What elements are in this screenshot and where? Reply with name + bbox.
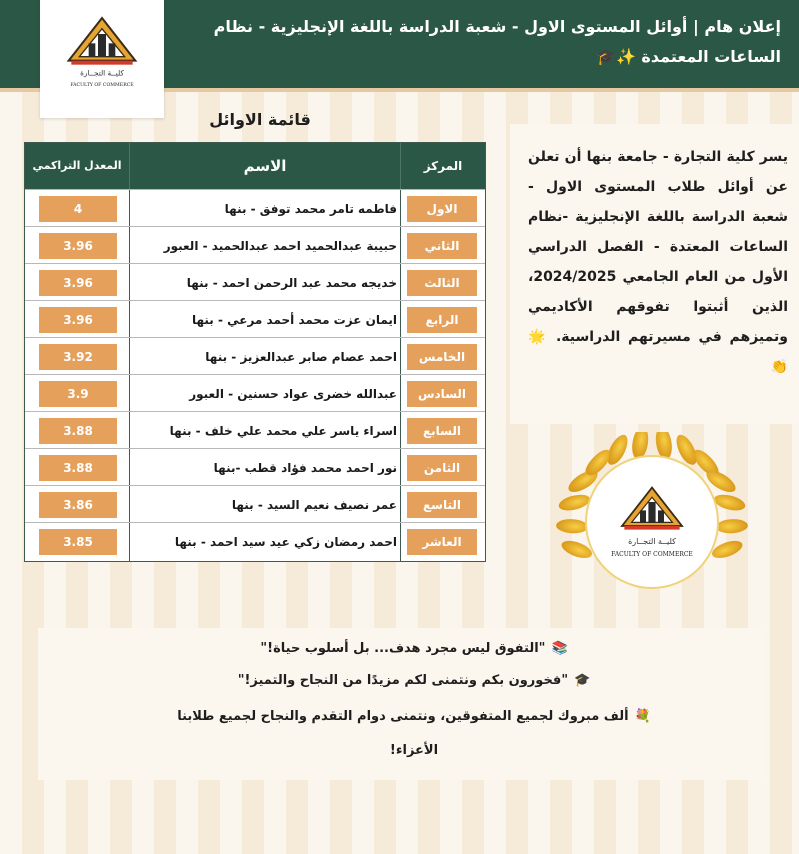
- gpa-badge: 3.96: [39, 233, 117, 259]
- student-name: احمد رمضان زكي عيد سيد احمد - بنها: [174, 535, 397, 549]
- rank-badge: السابع: [407, 418, 477, 444]
- student-name: نور احمد محمد فؤاد قطب -بنها: [213, 461, 397, 475]
- table-row: [25, 300, 485, 337]
- table-header: [25, 143, 485, 189]
- closing-pride-line: [134, 672, 694, 690]
- table-row: [25, 226, 485, 263]
- closing-panel: [38, 628, 764, 780]
- gpa-badge: 4: [39, 196, 117, 222]
- gpa-badge: 3.85: [39, 529, 117, 555]
- ranking-table: [24, 142, 486, 562]
- student-name: خديجه محمد عبد الرحمن احمد - بنها: [186, 276, 397, 290]
- student-name: اسراء ياسر علي محمد علي خلف - بنها: [169, 424, 397, 438]
- laurel-leaf: [556, 518, 589, 534]
- graduation-cap-icon: 🎓: [574, 673, 591, 688]
- table-row: [25, 374, 485, 411]
- gpa-badge: 3.9: [39, 381, 117, 407]
- faculty-logo: [62, 14, 142, 94]
- table-row: [25, 485, 485, 522]
- student-name: حبيبة عبدالحميد احمد عبدالحميد - العبور: [163, 239, 397, 253]
- closing-quote-line: [134, 640, 694, 658]
- rank-badge: الرابع: [407, 307, 477, 333]
- student-name: فاطمه تامر محمد توفق - بنها: [224, 202, 397, 216]
- table-row: [25, 263, 485, 300]
- column-header-gpa: المعدل التراكمي: [32, 159, 122, 172]
- laurel-leaf: [716, 518, 749, 534]
- page-title: إعلان هام | أوائل المستوى الاول - شعبة الدراسة باللغة الإنجليزية - نظام الساعات المعتمدة ✨🎓: [213, 17, 781, 66]
- gpa-badge: 3.88: [39, 418, 117, 444]
- table-row: [25, 448, 485, 485]
- logo-arabic-text: كليــة التجــارة: [80, 68, 124, 78]
- logo-card: [40, 0, 164, 118]
- announcement-text: يسر كلية التجارة - جامعة بنها أن تعلن عن أوائل طلاب المستوى الاول - شعبة الدراسة باللغة الإنجليزية -نظام الساعات المعتدة - الفصل الدراسي الأول من العام الجامعي 2024/2025، الذين أثبتوا تفوقهم الأكاديمي وتميزهم في مسيرتهم الدراسية. 🌟👏: [528, 149, 788, 375]
- table-row: [25, 189, 485, 226]
- table-row: [25, 337, 485, 374]
- rank-badge: الثامن: [407, 455, 477, 481]
- rank-badge: الاول: [407, 196, 477, 222]
- closing-congrats-text: ألف مبروك لجميع المتفوقين، ونتمنى دوام التقدم والنجاح لجميع طلابنا: [177, 709, 629, 724]
- bottom-decoration: [0, 790, 799, 854]
- bouquet-icon: 💐: [634, 709, 651, 724]
- rank-badge: الثالث: [407, 270, 477, 296]
- gpa-badge: 3.88: [39, 455, 117, 481]
- column-header-name: الاسم: [243, 157, 287, 175]
- student-name: عمر نصيف نعيم السيد - بنها: [231, 498, 397, 512]
- ranking-title: قائمة الاوائل: [209, 110, 311, 129]
- closing-pride-text: "فخورون بكم ونتمنى لكم مزيدًا من النجاح والتميز!": [237, 673, 569, 688]
- logo-english-text: FACULTY OF COMMERCE: [70, 83, 134, 88]
- announcement-panel: [510, 124, 799, 424]
- rank-badge: السادس: [407, 381, 477, 407]
- rank-badge: العاشر: [407, 529, 477, 555]
- gpa-badge: 3.86: [39, 492, 117, 518]
- rank-badge: الثاني: [407, 233, 477, 259]
- wreath-logo-english: FACULTY OF COMMERCE: [611, 551, 693, 558]
- books-icon: 📚: [551, 641, 568, 656]
- closing-congrats-line: [134, 708, 694, 726]
- student-name: احمد عصام صابر عبدالعزيز - بنها: [205, 350, 397, 364]
- student-name: عبدالله خضرى عواد حسنين - العبور: [189, 387, 397, 401]
- gpa-badge: 3.96: [39, 307, 117, 333]
- wreath-logo-arabic: كليــة التجــارة: [628, 537, 676, 546]
- gpa-badge: 3.96: [39, 270, 117, 296]
- laurel-wreath-logo: [552, 432, 752, 614]
- column-header-rank: المركز: [423, 159, 463, 173]
- student-name: ايمان عزت محمد أحمد مرعي - بنها: [191, 313, 397, 327]
- rank-badge: الخامس: [407, 344, 477, 370]
- closing-congrats-line-end: الأعزاء!: [389, 743, 439, 758]
- closing-quote-text: "التفوق ليس مجرد هدف... بل أسلوب حياة!": [260, 641, 546, 656]
- table-row: [25, 411, 485, 448]
- rank-badge: التاسع: [407, 492, 477, 518]
- gpa-badge: 3.92: [39, 344, 117, 370]
- table-row: [25, 522, 485, 559]
